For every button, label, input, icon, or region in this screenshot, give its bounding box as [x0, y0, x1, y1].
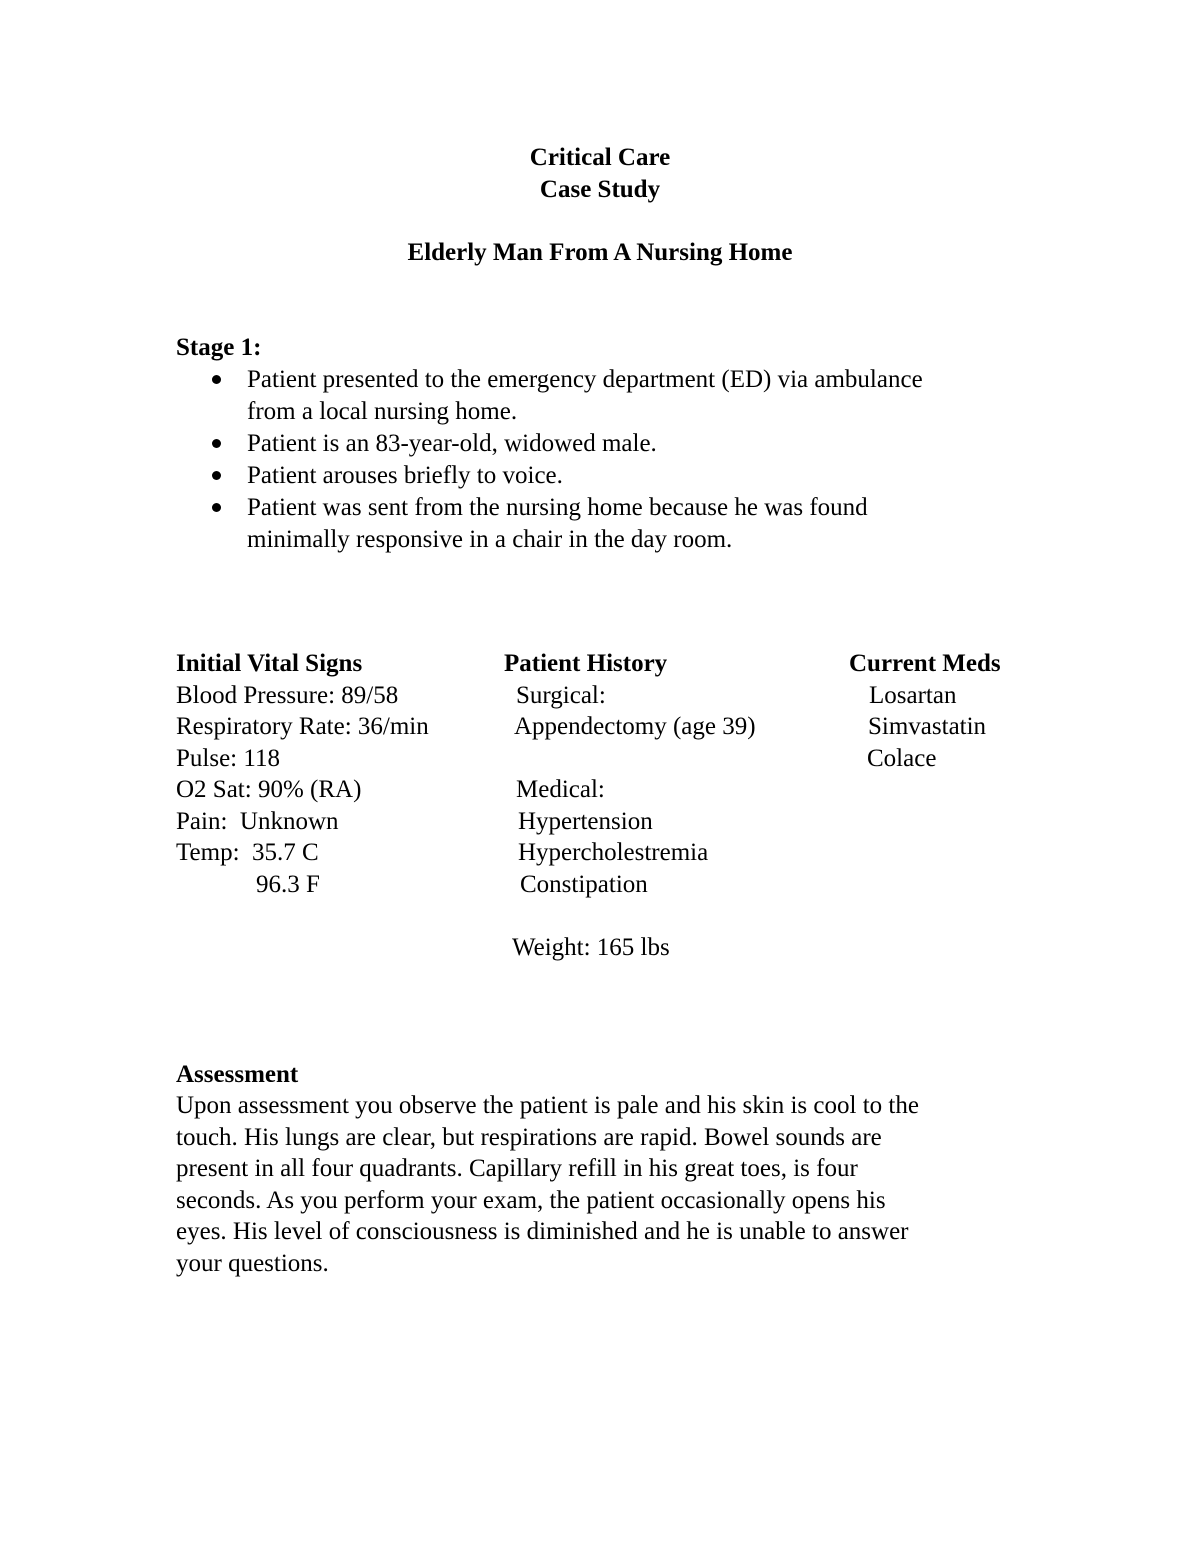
- bullet-line: Patient was sent from the nursing home because he was found: [247, 494, 868, 521]
- document-title: Critical Care: [529, 144, 671, 171]
- assessment-paragraph: [176, 1090, 1006, 1279]
- paragraph-line: present in all four quadrants. Capillary refill in his great toes, is four: [176, 1155, 858, 1182]
- stage-heading: Stage 1:: [176, 334, 262, 361]
- bullet-icon: [212, 503, 221, 512]
- surgical-label: Surgical:: [516, 681, 606, 709]
- med-item: Losartan: [869, 681, 957, 709]
- list-item: [176, 460, 1036, 492]
- bullet-line: minimally responsive in a chair in the day room.: [247, 526, 733, 553]
- history-column: [504, 648, 756, 963]
- paragraph-line: eyes. His level of consciousness is diminished and he is unable to answer: [176, 1218, 909, 1245]
- medical-item: Constipation: [520, 870, 648, 898]
- med-item: Simvastatin: [868, 713, 987, 740]
- paragraph-line: touch. His lungs are clear, but respirations are rapid. Bowel sounds are: [176, 1123, 882, 1151]
- bullet-line: Patient arouses briefly to voice.: [247, 462, 563, 489]
- vital-pain: Pain: Unknown: [176, 807, 339, 835]
- vital-temp-c: Temp: 35.7 C: [176, 839, 319, 866]
- vital-pulse: Pulse: 118: [176, 744, 280, 772]
- bullet-icon: [212, 439, 221, 448]
- paragraph-line: your questions.: [176, 1249, 329, 1277]
- list-item: [176, 492, 1036, 556]
- bullet-line: Patient is an 83-year-old, widowed male.: [247, 430, 657, 457]
- bullet-line: Patient presented to the emergency department (ED) via ambulance: [247, 366, 923, 393]
- paragraph-line: seconds. As you perform your exam, the patient occasionally opens his: [176, 1186, 886, 1214]
- weight: Weight: 165 lbs: [512, 933, 670, 961]
- spacer: [504, 743, 756, 775]
- spacer: [504, 900, 756, 932]
- assessment-heading: Assessment: [176, 1061, 299, 1088]
- medical-item: Hypercholestremia: [518, 839, 709, 866]
- vitals-heading: Initial Vital Signs: [176, 650, 363, 677]
- medical-label: Medical:: [516, 776, 605, 803]
- stage-bullet-list: [176, 364, 1036, 556]
- history-heading: Patient History: [504, 650, 668, 677]
- paragraph-line: Upon assessment you observe the patient is pale and his skin is cool to the: [176, 1092, 919, 1119]
- vital-blood-pressure: Blood Pressure: 89/58: [176, 681, 399, 709]
- vital-o2-sat: O2 Sat: 90% (RA): [176, 776, 362, 803]
- document-subtitle: Case Study: [539, 176, 661, 203]
- bullet-icon: [212, 471, 221, 480]
- vital-respiratory-rate: Respiratory Rate: 36/min: [176, 713, 429, 740]
- vital-temp-f: 96.3 F: [256, 870, 320, 898]
- surgical-item: Appendectomy (age 39): [514, 713, 756, 740]
- meds-column: [849, 648, 1001, 774]
- meds-heading: Current Meds: [849, 650, 1001, 677]
- bullet-line: from a local nursing home.: [247, 398, 518, 425]
- vitals-column: [176, 648, 429, 900]
- case-title: Elderly Man From A Nursing Home: [407, 239, 793, 266]
- medical-item: Hypertension: [518, 807, 653, 835]
- bullet-icon: [212, 375, 221, 384]
- list-item: [176, 428, 1036, 460]
- list-item: [176, 364, 1036, 428]
- med-item: Colace: [867, 744, 937, 772]
